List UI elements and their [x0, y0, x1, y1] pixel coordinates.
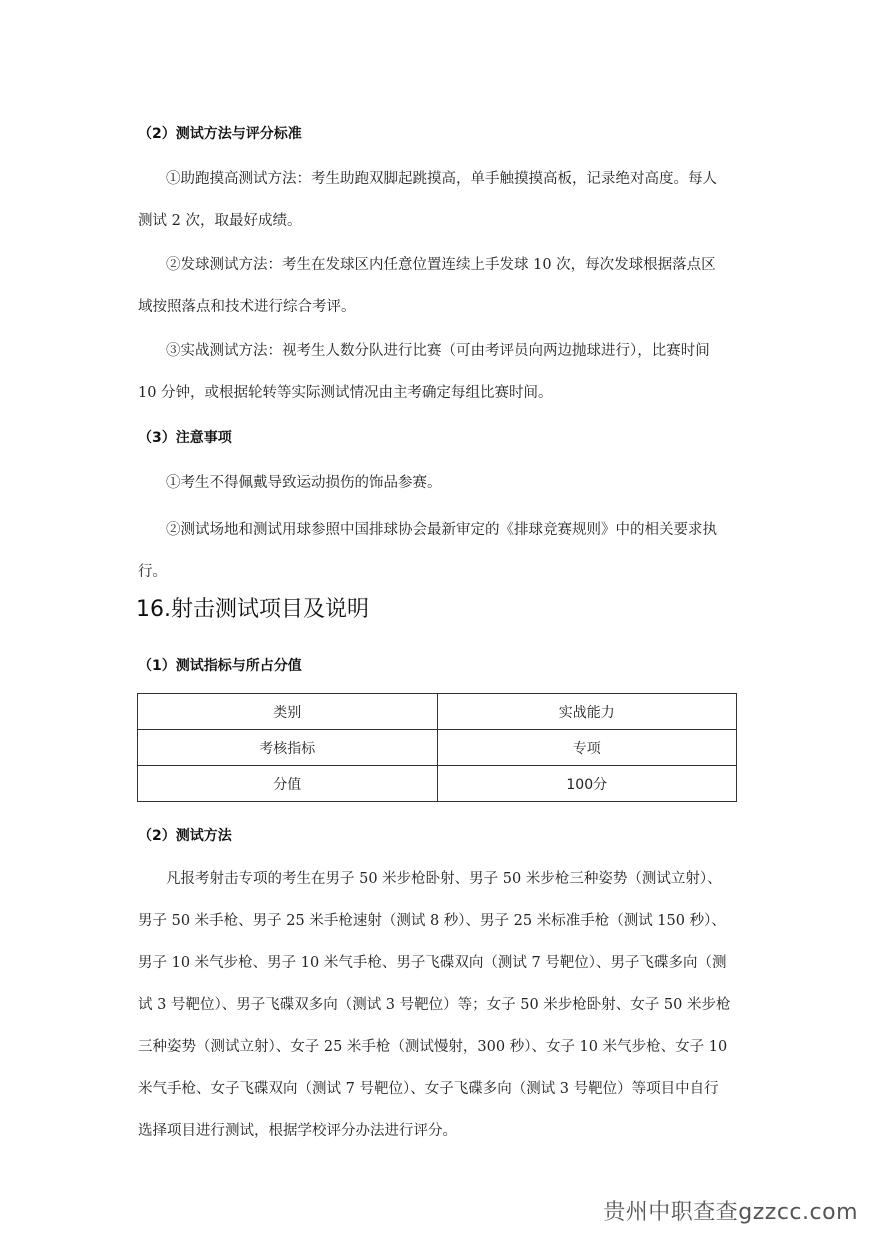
text-line: 10 分钟，或根据轮转等实际测试情况由主考确定每组比赛时间。 [138, 385, 553, 401]
table-cell: 考核指标 [138, 730, 438, 766]
table-row [138, 730, 737, 766]
text-line: ②测试场地和测试用球参照中国排球协会最新审定的《排球竞赛规则》中的相关要求执 [166, 522, 717, 538]
subheading-test-method-scoring: （2）测试方法与评分标准 [138, 126, 302, 142]
paragraph-run-up-touch-test [138, 158, 748, 242]
paragraph-note-2 [138, 509, 748, 593]
subheading-notes: （3）注意事项 [138, 430, 232, 446]
text-line: 凡报考射击专项的考生在男子 50 米步枪卧射、男子 50 米步枪三种姿势（测试立射）、 [166, 871, 722, 887]
table-row [138, 694, 737, 730]
text-line: 行。 [138, 564, 167, 580]
text-line: 选择项目进行测试，根据学校评分办法进行评分。 [138, 1123, 457, 1139]
paragraph-serve-test [138, 244, 748, 328]
text-line: ②发球测试方法：考生在发球区内任意位置连续上手发球 10 次，每次发球根据落点区 [166, 257, 716, 273]
text-line: 试 3 号靶位）、男子飞碟双多向（测试 3 号靶位）等；女子 50 米步枪卧射、女子 50 米步枪 [138, 997, 731, 1013]
text-line: 男子 10 米气步枪、男子 10 米气手枪、男子飞碟双向（测试 7 号靶位）、男子飞碟多向（测 [138, 955, 727, 971]
text-line: 域按照落点和技术进行综合考评。 [138, 299, 356, 315]
section-title-shooting: 16.射击测试项目及说明 [136, 597, 369, 622]
table-cell: 类别 [138, 694, 438, 730]
text-line: ①考生不得佩戴导致运动损伤的饰品参赛。 [166, 475, 442, 491]
text-line: 米气手枪、女子飞碟双向（测试 7 号靶位）、女子飞碟多向（测试 3 号靶位）等项目中自行 [138, 1081, 719, 1097]
table-cell: 100分 [437, 766, 737, 802]
text-line: ③实战测试方法：视考生人数分队进行比赛（可由考评员向两边抛球进行），比赛时间 [166, 343, 710, 359]
paragraph-match-test [138, 330, 748, 414]
table-row [138, 766, 737, 802]
text-line: ①助跑摸高测试方法：考生助跑双脚起跳摸高，单手触摸摸高板，记录绝对高度。每人 [166, 171, 717, 187]
table-cell: 专项 [437, 730, 737, 766]
text-line: 三种姿势（测试立射）、女子 25 米手枪（测试慢射，300 秒）、女子 10 米气步枪、女子 10 [138, 1039, 728, 1055]
subheading-indicators-scores: （1）测试指标与所占分值 [138, 658, 302, 674]
table-cell: 实战能力 [437, 694, 737, 730]
table-cell: 分值 [138, 766, 438, 802]
watermark-text: 贵州中职查查gzzcc.com [603, 1200, 858, 1225]
subheading-test-method: （2）测试方法 [138, 828, 232, 844]
paragraph-note-1 [138, 462, 748, 504]
score-table [137, 693, 737, 802]
text-line: 测试 2 次，取最好成绩。 [138, 213, 302, 229]
text-line: 男子 50 米手枪、男子 25 米手枪速射（测试 8 秒）、男子 25 米标准手枪（测试 150 秒）、 [138, 913, 726, 929]
paragraph-shooting-events [138, 858, 748, 1152]
